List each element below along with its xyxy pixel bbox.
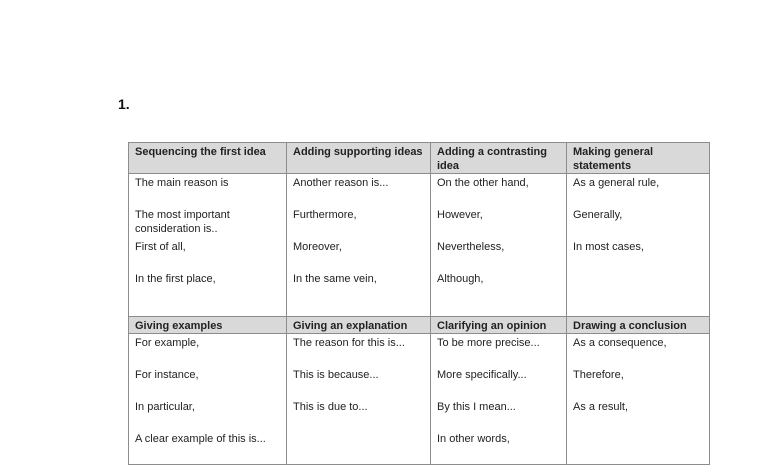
phrase-item: Another reason is... bbox=[293, 177, 389, 189]
phrase-item: To be more precise... bbox=[437, 337, 540, 349]
cell-explanation bbox=[287, 334, 431, 465]
header-clarifying: Clarifying an opinion bbox=[431, 317, 567, 334]
phrase-item: Therefore, bbox=[573, 369, 624, 381]
phrase-item: This is due to... bbox=[293, 401, 368, 413]
phrase-item: The reason for this is... bbox=[293, 337, 405, 349]
phrase-item: On the other hand, bbox=[437, 177, 529, 189]
phrase-item: Generally, bbox=[573, 209, 623, 221]
header-general-statements: Making general statements bbox=[567, 143, 710, 174]
phrase-item: For instance, bbox=[135, 369, 199, 381]
phrase-item: As a result, bbox=[573, 401, 629, 413]
phrase-item: The main reason is bbox=[135, 177, 229, 189]
phrase-item: In most cases, bbox=[573, 241, 644, 253]
header-sequencing: Sequencing the first idea bbox=[129, 143, 287, 174]
cell-examples bbox=[129, 334, 287, 465]
phrase-item: In the first place, bbox=[135, 273, 216, 285]
cell-supporting bbox=[287, 174, 431, 317]
phrase-item: Although, bbox=[437, 273, 484, 285]
table-header-row bbox=[129, 317, 710, 334]
phrase-item: First of all, bbox=[135, 241, 186, 253]
phrase-item: A clear example of this is... bbox=[135, 433, 266, 445]
phrase-item: As a consequence, bbox=[573, 337, 667, 349]
header-explanation: Giving an explanation bbox=[287, 317, 431, 334]
phrase-item: As a general rule, bbox=[573, 177, 660, 189]
phrase-item: Moreover, bbox=[293, 241, 342, 253]
cell-clarifying bbox=[431, 334, 567, 465]
header-examples: Giving examples bbox=[129, 317, 287, 334]
phrase-item: In other words, bbox=[437, 433, 510, 445]
phrase-item: In the same vein, bbox=[293, 273, 377, 285]
header-adding-contrasting: Adding a contrasting idea bbox=[431, 143, 567, 174]
cell-sequencing bbox=[129, 174, 287, 317]
cell-contrasting bbox=[431, 174, 567, 317]
table-row bbox=[129, 334, 710, 465]
header-adding-supporting: Adding supporting ideas bbox=[287, 143, 431, 174]
phrase-item: Nevertheless, bbox=[437, 241, 505, 253]
phrase-item: This is because... bbox=[293, 369, 379, 381]
cell-general bbox=[567, 174, 710, 317]
phrase-item: However, bbox=[437, 209, 483, 221]
phrase-item: By this I mean... bbox=[437, 401, 516, 413]
cell-conclusion bbox=[567, 334, 710, 465]
list-number: 1. bbox=[118, 96, 130, 112]
phrase-item: For example, bbox=[135, 337, 200, 349]
header-conclusion: Drawing a conclusion bbox=[567, 317, 710, 334]
table-row bbox=[129, 174, 710, 317]
phrase-item: More specifically... bbox=[437, 369, 527, 381]
phrases-table bbox=[128, 142, 710, 465]
phrase-item: The most important consideration is.. bbox=[135, 209, 230, 235]
phrase-item: Furthermore, bbox=[293, 209, 357, 221]
table-header-row bbox=[129, 143, 710, 174]
phrase-item: In particular, bbox=[135, 401, 195, 413]
